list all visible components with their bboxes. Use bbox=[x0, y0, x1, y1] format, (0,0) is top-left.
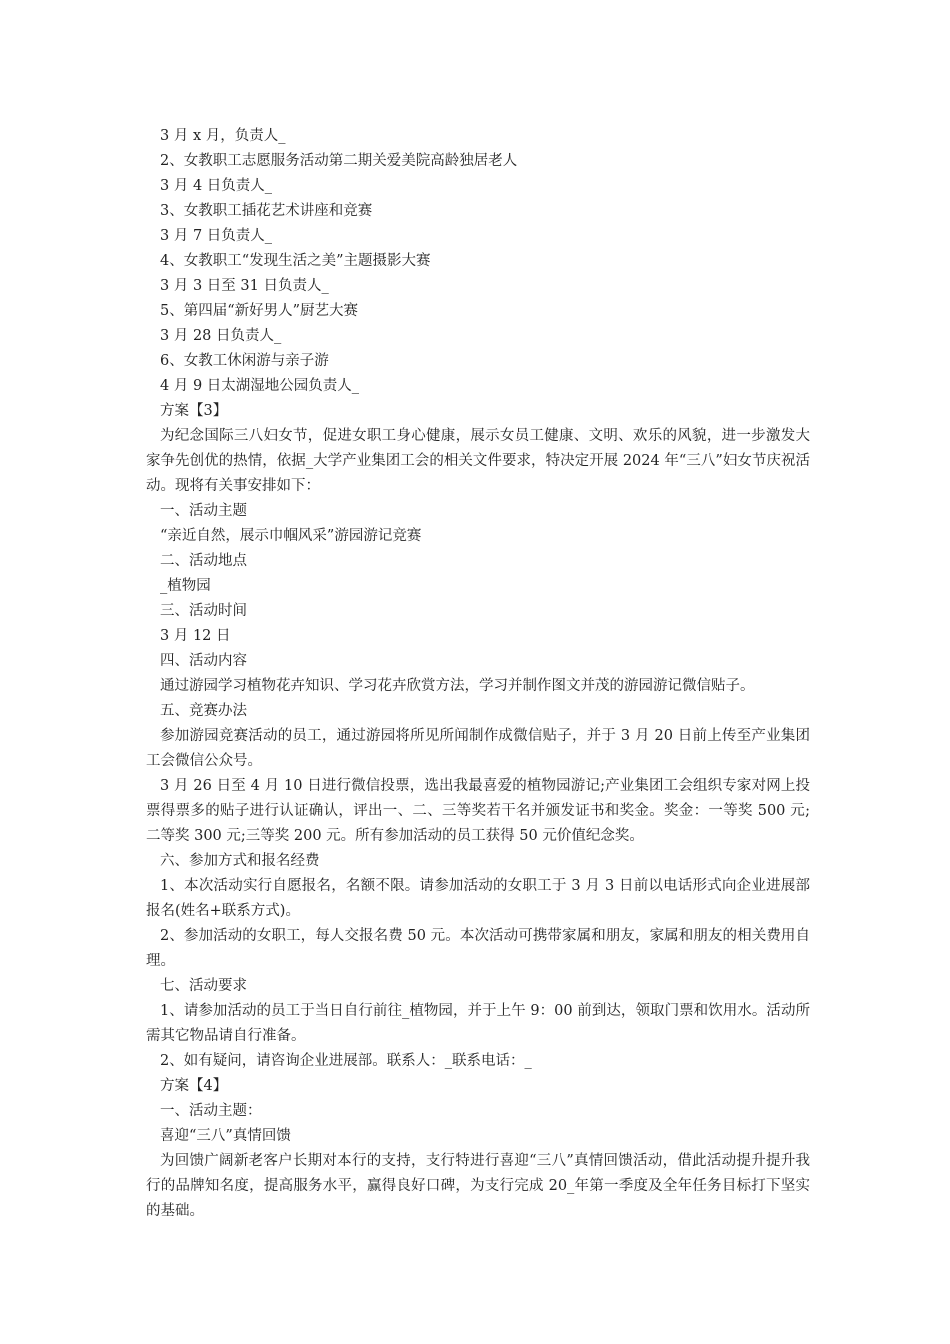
text-line: 4、女教职工“发现生活之美”主题摄影大赛 bbox=[160, 253, 431, 269]
paragraph-requirement-1: 1、请参加活动的员工于当日自行前往_植物园，并于上午 9：00 前到达，领取门票和饮用水。活动所需其它物品请自行准备。 bbox=[146, 1003, 810, 1044]
text-line: _植物园 bbox=[160, 578, 211, 594]
section-heading: 一、活动主题 bbox=[160, 503, 247, 519]
section-heading: 一、活动主题： bbox=[160, 1103, 262, 1119]
text-line: 3 月 12 日 bbox=[160, 628, 231, 644]
paragraph-competition-1: 参加游园竞赛活动的员工，通过游园将所见所闻制作成微信贴子，并于 3 月 20 日前上传至产业集团工会微信公众号。 bbox=[146, 728, 810, 769]
section-heading: 三、活动时间 bbox=[160, 603, 247, 619]
section-heading: 方案【3】 bbox=[160, 403, 228, 419]
paragraph-registration-1: 1、本次活动实行自愿报名，名额不限。请参加活动的女职工于 3 月 3 日前以电话形式向企业进展部报名(姓名+联系方式)。 bbox=[146, 878, 810, 919]
paragraph-requirement-2: 2、如有疑问，请咨询企业进展部。联系人：_联系电话：_ bbox=[160, 1053, 532, 1069]
paragraph-competition-2: 3 月 26 日至 4 月 10 日进行微信投票，选出我最喜爱的植物园游记;产业集团工会组织专家对网上投票得票多的贴子进行认证确认，评出一、二、三等奖若干名并颁发证书和奖金。奖金：一等奖 500 元;二等奖 300 元;三等奖 200 元。所有参加活动的员工获得 50 元价值纪念奖。 bbox=[146, 778, 810, 844]
text-line: 3 月 28 日负责人_ bbox=[160, 328, 282, 344]
section-heading: 五、竞赛办法 bbox=[160, 703, 247, 719]
text-line: 3、女教职工插花艺术讲座和竞赛 bbox=[160, 203, 373, 219]
section-heading: 七、活动要求 bbox=[160, 978, 247, 994]
text-line: 4 月 9 日太湖湿地公园负责人_ bbox=[160, 378, 360, 394]
paragraph-intro: 为纪念国际三八妇女节，促进女职工身心健康，展示女员工健康、文明、欢乐的风貌，进一步激发大家争先创优的热情，依据_大学产业集团工会的相关文件要求，特决定开展 2024 年“三八”妇女节庆祝活动。现将有关事安排如下： bbox=[146, 428, 810, 494]
section-heading: 四、活动内容 bbox=[160, 653, 247, 669]
paragraph-registration-2: 2、参加活动的女职工，每人交报名费 50 元。本次活动可携带家属和朋友，家属和朋友的相关费用自理。 bbox=[146, 928, 810, 969]
text-line: 3 月 x 月，负责人_ bbox=[160, 128, 286, 144]
text-line: 3 月 3 日至 31 日负责人_ bbox=[160, 278, 329, 294]
text-line: “亲近自然，展示巾帼风采”游园游记竞赛 bbox=[160, 528, 422, 544]
text-line: 6、女教工休闲游与亲子游 bbox=[160, 353, 329, 369]
text-line: 5、第四届“新好男人”厨艺大赛 bbox=[160, 303, 359, 319]
section-heading: 二、活动地点 bbox=[160, 553, 247, 569]
paragraph-content: 通过游园学习植物花卉知识、学习花卉欣赏方法，学习并制作图文并茂的游园游记微信贴子。 bbox=[160, 678, 755, 694]
document-body bbox=[146, 124, 810, 1224]
paragraph-plan4: 为回馈广阔新老客户长期对本行的支持，支行特进行喜迎“三八”真情回馈活动，借此活动提升提升我行的品牌知名度，提高服务水平，赢得良好口碑，为支行完成 20_年第一季度及全年任务目标打下坚实的基础。 bbox=[146, 1153, 810, 1219]
text-line: 2、女教职工志愿服务活动第二期关爱美院高龄独居老人 bbox=[160, 153, 518, 169]
section-heading: 方案【4】 bbox=[160, 1078, 228, 1094]
text-line: 3 月 4 日负责人_ bbox=[160, 178, 273, 194]
text-line: 3 月 7 日负责人_ bbox=[160, 228, 273, 244]
section-heading: 六、参加方式和报名经费 bbox=[160, 853, 320, 869]
text-line: 喜迎“三八”真情回馈 bbox=[160, 1128, 291, 1144]
